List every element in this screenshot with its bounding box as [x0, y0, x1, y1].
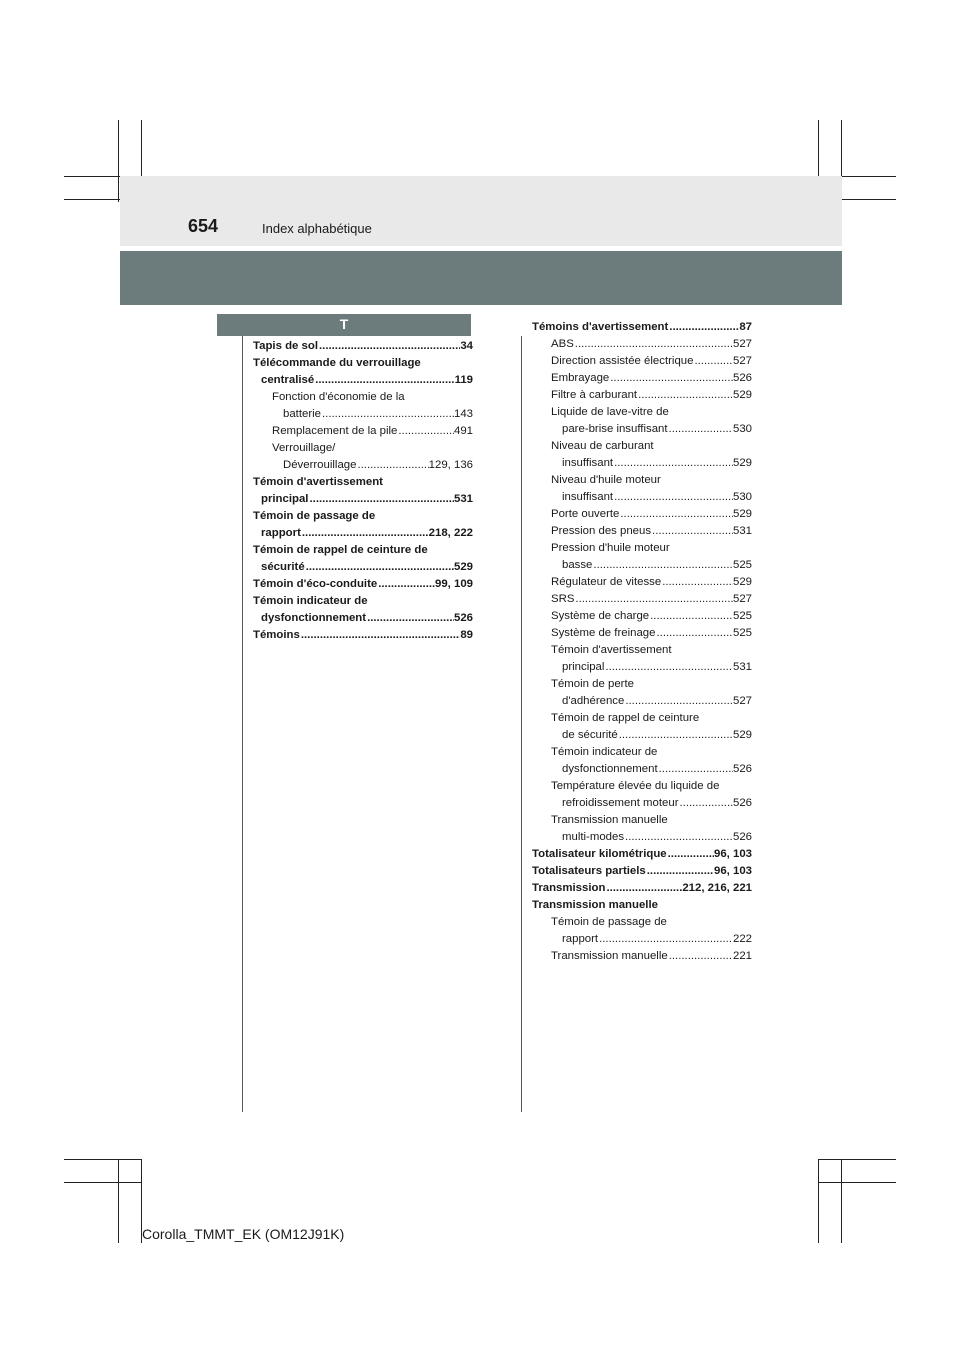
entry-page: 89 [460, 629, 473, 641]
section-title: Index alphabétique [262, 221, 372, 236]
crop-mark [818, 1182, 896, 1183]
entry-page: 34 [460, 340, 473, 352]
index-entry [253, 627, 473, 644]
index-entry [532, 710, 752, 727]
entry-term: Témoin d'éco-conduite [253, 578, 378, 590]
entry-term: Témoin de passage de [253, 510, 376, 522]
leader-dots [592, 557, 733, 574]
entry-page: 525 [732, 627, 752, 639]
leader-dots [613, 489, 733, 506]
leader-dots [308, 491, 454, 508]
index-entry [532, 591, 752, 608]
index-entry [532, 625, 752, 642]
crop-mark [118, 120, 119, 202]
leader-dots [574, 336, 733, 353]
entry-term: centralisé [261, 374, 315, 386]
leader-dots [661, 574, 733, 591]
entry-term: batterie [283, 408, 321, 420]
leader-dots [301, 525, 429, 542]
index-entry [253, 559, 473, 576]
entry-term: Système de charge [551, 610, 650, 622]
leader-dots [678, 795, 733, 812]
entry-term: Remplacement de la pile [272, 425, 398, 437]
index-entry [253, 525, 473, 542]
entry-term: Verrouillage/ [272, 442, 336, 454]
leader-dots [649, 608, 733, 625]
index-entry [532, 812, 752, 829]
index-entry [532, 897, 752, 914]
index-entry [253, 491, 473, 508]
entry-page: 129, 136 [428, 459, 473, 471]
leader-dots [624, 829, 733, 846]
index-entry [532, 642, 752, 659]
entry-term: Totalisateurs partiels [532, 865, 646, 877]
entry-page: 99, 109 [434, 578, 473, 590]
index-entry [532, 489, 752, 506]
index-entry [253, 355, 473, 372]
index-entry [532, 472, 752, 489]
entry-page: 119 [454, 374, 473, 386]
entry-term: Porte ouverte [551, 508, 620, 520]
crop-mark [64, 1182, 142, 1183]
entry-term: d'adhérence [562, 695, 625, 707]
entry-page: 531 [732, 525, 752, 537]
entry-page: 526 [732, 797, 752, 809]
entry-page: 529 [732, 457, 752, 469]
page-number: 654 [188, 216, 219, 236]
index-entry [253, 593, 473, 610]
index-entry [253, 576, 473, 593]
entry-term: principal [562, 661, 605, 673]
leader-dots [574, 591, 733, 608]
index-entry [253, 457, 473, 474]
leader-dots [604, 659, 733, 676]
entry-term: de sécurité [562, 729, 618, 741]
crop-mark [818, 1159, 819, 1243]
column-rule [521, 336, 522, 1112]
leader-dots [624, 693, 733, 710]
entry-term: Témoin de rappel de ceinture de [253, 544, 428, 556]
crop-mark [841, 1159, 842, 1243]
leader-dots [668, 421, 733, 438]
index-entry [253, 440, 473, 457]
entry-term: Témoin de rappel de ceinture [551, 712, 700, 724]
entry-term: Température élevée du liquide de [551, 780, 720, 792]
entry-term: Niveau de carburant [551, 440, 654, 452]
entry-term: Tapis de sol [253, 340, 318, 352]
leader-dots [651, 523, 733, 540]
leader-dots [619, 506, 733, 523]
index-entry [532, 319, 752, 336]
leader-dots [314, 372, 454, 389]
entry-term: Témoin d'avertissement [253, 476, 383, 488]
entry-page: 529 [732, 576, 752, 588]
entry-term: dysfonctionnement [261, 612, 367, 624]
entry-term: Pression des pneus [551, 525, 652, 537]
entry-page: 212, 216, 221 [682, 882, 752, 894]
leader-dots [305, 559, 454, 576]
index-entry [532, 676, 752, 693]
index-entry [532, 370, 752, 387]
entry-term: Témoins [253, 629, 300, 641]
index-entry [253, 542, 473, 559]
entry-page: 529 [732, 389, 752, 401]
index-entry [532, 421, 752, 438]
index-entry [532, 608, 752, 625]
entry-term: Témoins d'avertissement [532, 321, 669, 333]
index-entry [532, 387, 752, 404]
leader-dots [356, 457, 428, 474]
entry-term: principal [261, 493, 309, 505]
entry-term: Transmission manuelle [532, 899, 658, 911]
entry-term: insuffisant [562, 457, 614, 469]
entry-page: 525 [732, 610, 752, 622]
index-entry [253, 610, 473, 627]
index-entry [532, 455, 752, 472]
entry-term: refroidissement moteur [562, 797, 679, 809]
entry-term: pare-brise insuffisant [562, 423, 668, 435]
index-entry [532, 336, 752, 353]
header-band [120, 176, 842, 246]
entry-page: 96, 103 [713, 865, 752, 877]
index-entry [253, 338, 473, 355]
entry-term: dysfonctionnement [562, 763, 658, 775]
index-column-right [532, 319, 752, 965]
entry-page: 529 [732, 729, 752, 741]
entry-page: 526 [732, 763, 752, 775]
entry-term: Transmission manuelle [551, 950, 668, 962]
leader-dots [397, 423, 454, 440]
entry-term: Déverrouillage [283, 459, 357, 471]
entry-page: 87 [739, 321, 752, 333]
index-entry [532, 659, 752, 676]
crop-mark [818, 1159, 896, 1160]
entry-term: ABS [551, 338, 574, 350]
leader-dots [655, 625, 733, 642]
leader-dots [366, 610, 454, 627]
index-entry [253, 389, 473, 406]
leader-dots [321, 406, 454, 423]
index-column-left [253, 338, 473, 644]
leader-dots [637, 387, 733, 404]
leader-dots [693, 353, 733, 370]
column-rule [242, 336, 243, 1112]
leader-dots [618, 727, 733, 744]
entry-term: multi-modes [562, 831, 625, 843]
entry-term: basse [562, 559, 593, 571]
index-entry [532, 761, 752, 778]
leader-dots [318, 338, 460, 355]
crop-mark [118, 1159, 119, 1243]
index-entry [532, 540, 752, 557]
header-bar [120, 251, 842, 305]
entry-page: 527 [732, 593, 752, 605]
index-entry [532, 744, 752, 761]
entry-term: Témoin indicateur de [253, 595, 368, 607]
index-entry [532, 795, 752, 812]
leader-dots [668, 948, 733, 965]
leader-dots [609, 370, 733, 387]
entry-page: 222 [732, 933, 752, 945]
index-entry [532, 523, 752, 540]
leader-dots [667, 846, 714, 863]
leader-dots [598, 931, 733, 948]
entry-term: Filtre à carburant [551, 389, 638, 401]
entry-term: Système de freinage [551, 627, 656, 639]
entry-term: Embrayage [551, 372, 610, 384]
index-entry [532, 778, 752, 795]
index-entry [253, 406, 473, 423]
entry-term: rapport [562, 933, 599, 945]
entry-page: 530 [732, 423, 752, 435]
entry-term: Témoin indicateur de [551, 746, 658, 758]
index-entry [532, 353, 752, 370]
entry-page: 526 [732, 831, 752, 843]
entry-term: Niveau d'huile moteur [551, 474, 661, 486]
entry-term: Régulateur de vitesse [551, 576, 662, 588]
entry-page: 531 [453, 493, 473, 505]
index-entry [532, 727, 752, 744]
entry-term: insuffisant [562, 491, 614, 503]
index-entry [532, 693, 752, 710]
leader-dots [668, 319, 739, 336]
index-entry [532, 438, 752, 455]
entry-page: 96, 103 [713, 848, 752, 860]
entry-page: 218, 222 [428, 527, 473, 539]
index-entry [532, 404, 752, 421]
index-entry [532, 829, 752, 846]
index-entry [532, 846, 752, 863]
entry-term: Liquide de lave-vitre de [551, 406, 669, 418]
leader-dots [300, 627, 460, 644]
crop-mark [64, 1159, 142, 1160]
leader-dots [658, 761, 733, 778]
entry-page: 527 [732, 695, 752, 707]
entry-page: 221 [732, 950, 752, 962]
entry-term: Pression d'huile moteur [551, 542, 670, 554]
entry-term: Totalisateur kilométrique [532, 848, 667, 860]
index-entry [532, 557, 752, 574]
entry-page: 527 [732, 355, 752, 367]
entry-page: 529 [453, 561, 473, 573]
entry-page: 531 [732, 661, 752, 673]
leader-dots [605, 880, 682, 897]
index-entry [532, 914, 752, 931]
index-entry [532, 506, 752, 523]
index-entry [253, 423, 473, 440]
entry-term: Transmission [532, 882, 606, 894]
index-entry [253, 372, 473, 389]
entry-page: 526 [732, 372, 752, 384]
index-entry [532, 931, 752, 948]
entry-term: rapport [261, 527, 301, 539]
entry-page: 530 [732, 491, 752, 503]
document-id: Corolla_TMMT_EK (OM12J91K) [142, 1226, 345, 1242]
letter-heading: T [217, 314, 471, 336]
index-entry [253, 474, 473, 491]
entry-term: Témoin de passage de [551, 916, 667, 928]
entry-term: Transmission manuelle [551, 814, 668, 826]
entry-term: SRS [551, 593, 575, 605]
entry-page: 525 [732, 559, 752, 571]
index-entry [532, 574, 752, 591]
entry-page: 526 [453, 612, 473, 624]
leader-dots [377, 576, 435, 593]
index-entry [253, 508, 473, 525]
leader-dots [613, 455, 733, 472]
entry-page: 529 [732, 508, 752, 520]
leader-dots [646, 863, 714, 880]
entry-page: 143 [453, 408, 473, 420]
entry-term: Témoin d'avertissement [551, 644, 672, 656]
index-entry [532, 880, 752, 897]
entry-term: Témoin de perte [551, 678, 634, 690]
entry-page: 491 [453, 425, 473, 437]
index-entry [532, 863, 752, 880]
entry-term: Direction assistée électrique [551, 355, 694, 367]
entry-term: sécurité [261, 561, 305, 573]
entry-term: Fonction d'économie de la [272, 391, 405, 403]
entry-term: Télécommande du verrouillage [253, 357, 421, 369]
entry-page: 527 [732, 338, 752, 350]
index-entry [532, 948, 752, 965]
